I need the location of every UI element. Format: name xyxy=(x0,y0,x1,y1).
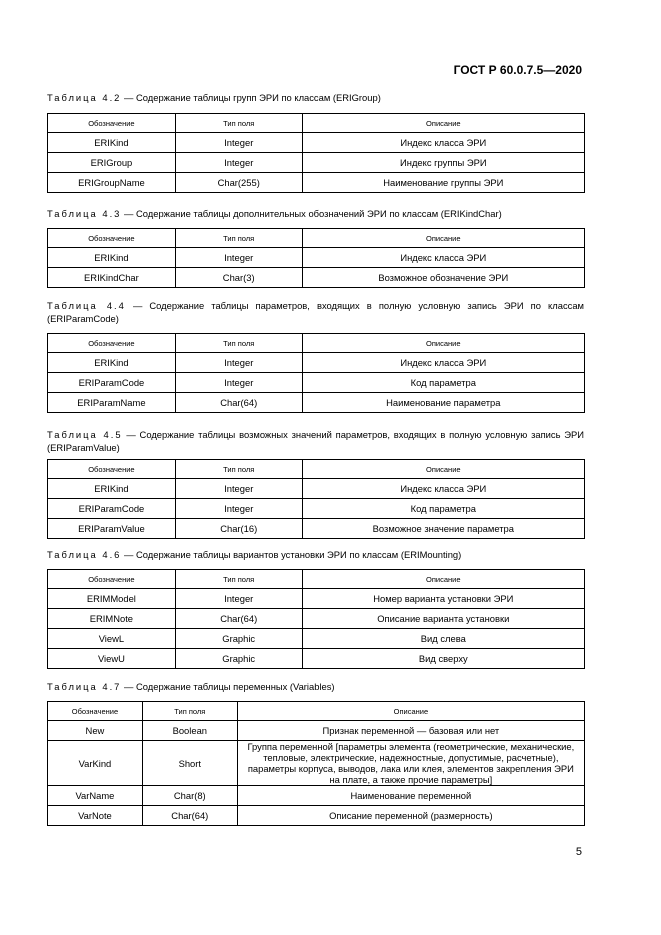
table-title: — Содержание таблицы переменных (Variables) xyxy=(121,681,335,692)
table-row xyxy=(48,248,585,268)
table-cell: Char(64) xyxy=(142,806,237,826)
table-row xyxy=(48,479,585,499)
table-header-row xyxy=(48,702,585,721)
table-row xyxy=(48,173,585,193)
table-cell: Индекс класса ЭРИ xyxy=(302,353,584,373)
table-row xyxy=(48,268,585,288)
column-header: Обозначение xyxy=(48,334,176,353)
table-cell: Integer xyxy=(175,589,302,609)
table-header-row xyxy=(48,460,585,479)
table-label: Таблица 4.3 xyxy=(47,208,122,219)
table-cell: Integer xyxy=(175,373,302,393)
data-table xyxy=(47,333,585,413)
table-label: Таблица 4.7 xyxy=(47,681,122,692)
table-caption xyxy=(47,299,584,325)
table-cell: Индекс класса ЭРИ xyxy=(302,133,584,153)
table-label: Таблица 4.4 xyxy=(47,300,126,311)
table-cell: Код параметра xyxy=(302,373,584,393)
column-header: Описание xyxy=(302,334,584,353)
table-cell: Short xyxy=(142,741,237,786)
table-label: Таблица 4.6 xyxy=(47,549,122,560)
table-cell: ERIParamCode xyxy=(48,499,176,519)
table-label: Таблица 4.5 xyxy=(47,429,123,440)
table-cell: ERIParamName xyxy=(48,393,176,413)
table-cell: Вид слева xyxy=(302,629,584,649)
column-header: Тип поля xyxy=(175,334,302,353)
table-row xyxy=(48,353,585,373)
table-cell: Char(255) xyxy=(175,173,302,193)
table-cell: Integer xyxy=(175,353,302,373)
table-title: — Содержание таблицы возможных значений параметров, входящих в полную условную запись ЭРИ (ERIParamValue) xyxy=(47,429,584,453)
table-cell: New xyxy=(48,721,143,741)
table-label: Таблица 4.2 xyxy=(47,92,122,103)
table-caption xyxy=(47,91,584,104)
column-header: Описание xyxy=(302,460,584,479)
table-cell: ERIMNote xyxy=(48,609,176,629)
column-header: Тип поля xyxy=(175,229,302,248)
table-cell: Вид сверху xyxy=(302,649,584,669)
table-cell: Наименование группы ЭРИ xyxy=(302,173,584,193)
table-title: — Содержание таблицы параметров, входящих в полную условную запись ЭРИ по классам (ERIParamCode) xyxy=(47,300,584,324)
table-cell: Char(3) xyxy=(175,268,302,288)
table-cell: Integer xyxy=(175,479,302,499)
table-row xyxy=(48,649,585,669)
column-header: Обозначение xyxy=(48,114,176,133)
table-cell: ERIKind xyxy=(48,133,176,153)
column-header: Описание xyxy=(302,229,584,248)
table-cell: VarKind xyxy=(48,741,143,786)
table-caption xyxy=(47,428,584,454)
column-header: Тип поля xyxy=(175,460,302,479)
table-cell: Char(16) xyxy=(175,519,302,539)
table-cell: Возможное обозначение ЭРИ xyxy=(302,268,584,288)
table-cell: Наименование переменной xyxy=(237,786,584,806)
table-caption xyxy=(47,680,584,693)
table-cell: VarName xyxy=(48,786,143,806)
table-cell: ViewU xyxy=(48,649,176,669)
table-cell: Integer xyxy=(175,248,302,268)
table-cell: ERIKind xyxy=(48,353,176,373)
column-header: Тип поля xyxy=(175,114,302,133)
table-cell: Группа переменной [параметры элемента (геометрические, механические, тепловые, электрические, надежностные, допустимые, расчетные), параметры корпуса, выводов, лака или клея, элементов закрепления ЭРИ на плате, а также прочие параметры] xyxy=(237,741,584,786)
column-header: Обозначение xyxy=(48,570,176,589)
table-caption xyxy=(47,548,584,561)
table-cell: Boolean xyxy=(142,721,237,741)
table-title: — Содержание таблицы вариантов установки ЭРИ по классам (ERIMounting) xyxy=(121,549,462,560)
table-cell: Graphic xyxy=(175,629,302,649)
page-number: 5 xyxy=(575,846,582,858)
table-cell: Char(64) xyxy=(175,393,302,413)
table-cell: Char(64) xyxy=(175,609,302,629)
column-header: Описание xyxy=(237,702,584,721)
table-cell: Индекс группы ЭРИ xyxy=(302,153,584,173)
column-header: Тип поля xyxy=(175,570,302,589)
table-row xyxy=(48,721,585,741)
table-cell: Char(8) xyxy=(142,786,237,806)
table-row xyxy=(48,393,585,413)
table-row xyxy=(48,609,585,629)
table-cell: Индекс класса ЭРИ xyxy=(302,479,584,499)
table-row xyxy=(48,519,585,539)
table-cell: ERIParamCode xyxy=(48,373,176,393)
table-cell: VarNote xyxy=(48,806,143,826)
table-header-row xyxy=(48,334,585,353)
table-row xyxy=(48,589,585,609)
table-row xyxy=(48,133,585,153)
table-title: — Содержание таблицы дополнительных обозначений ЭРИ по классам (ERIKindChar) xyxy=(121,208,502,219)
table-cell: ViewL xyxy=(48,629,176,649)
table-row xyxy=(48,629,585,649)
column-header: Обозначение xyxy=(48,229,176,248)
table-cell: ERIParamValue xyxy=(48,519,176,539)
table-title: — Содержание таблицы групп ЭРИ по классам (ERIGroup) xyxy=(121,92,381,103)
table-cell: Код параметра xyxy=(302,499,584,519)
table-row xyxy=(48,741,585,786)
table-cell: Integer xyxy=(175,133,302,153)
table-cell: ERIMModel xyxy=(48,589,176,609)
column-header: Описание xyxy=(302,570,584,589)
table-header-row xyxy=(48,114,585,133)
column-header: Обозначение xyxy=(48,702,143,721)
table-cell: ERIGroupName xyxy=(48,173,176,193)
table-cell: ERIKindChar xyxy=(48,268,176,288)
table-row xyxy=(48,786,585,806)
data-table xyxy=(47,701,585,826)
table-cell: ERIGroup xyxy=(48,153,176,173)
table-cell: Описание варианта установки xyxy=(302,609,584,629)
table-caption xyxy=(47,207,584,220)
table-header-row xyxy=(48,229,585,248)
table-row xyxy=(48,373,585,393)
table-cell: Описание переменной (размерность) xyxy=(237,806,584,826)
table-cell: ERIKind xyxy=(48,479,176,499)
data-table xyxy=(47,569,585,669)
table-cell: Признак переменной — базовая или нет xyxy=(237,721,584,741)
table-cell: Integer xyxy=(175,153,302,173)
column-header: Тип поля xyxy=(142,702,237,721)
data-table xyxy=(47,113,585,193)
table-cell: Наименование параметра xyxy=(302,393,584,413)
data-table xyxy=(47,459,585,539)
data-table xyxy=(47,228,585,288)
table-cell: Integer xyxy=(175,499,302,519)
table-header-row xyxy=(48,570,585,589)
table-cell: ERIKind xyxy=(48,248,176,268)
table-cell: Graphic xyxy=(175,649,302,669)
column-header: Обозначение xyxy=(48,460,176,479)
table-cell: Номер варианта установки ЭРИ xyxy=(302,589,584,609)
table-row xyxy=(48,153,585,173)
column-header: Описание xyxy=(302,114,584,133)
table-row xyxy=(48,806,585,826)
document-id: ГОСТ Р 60.0.7.5—2020 xyxy=(453,63,582,77)
table-cell: Возможное значение параметра xyxy=(302,519,584,539)
table-row xyxy=(48,499,585,519)
table-cell: Индекс класса ЭРИ xyxy=(302,248,584,268)
